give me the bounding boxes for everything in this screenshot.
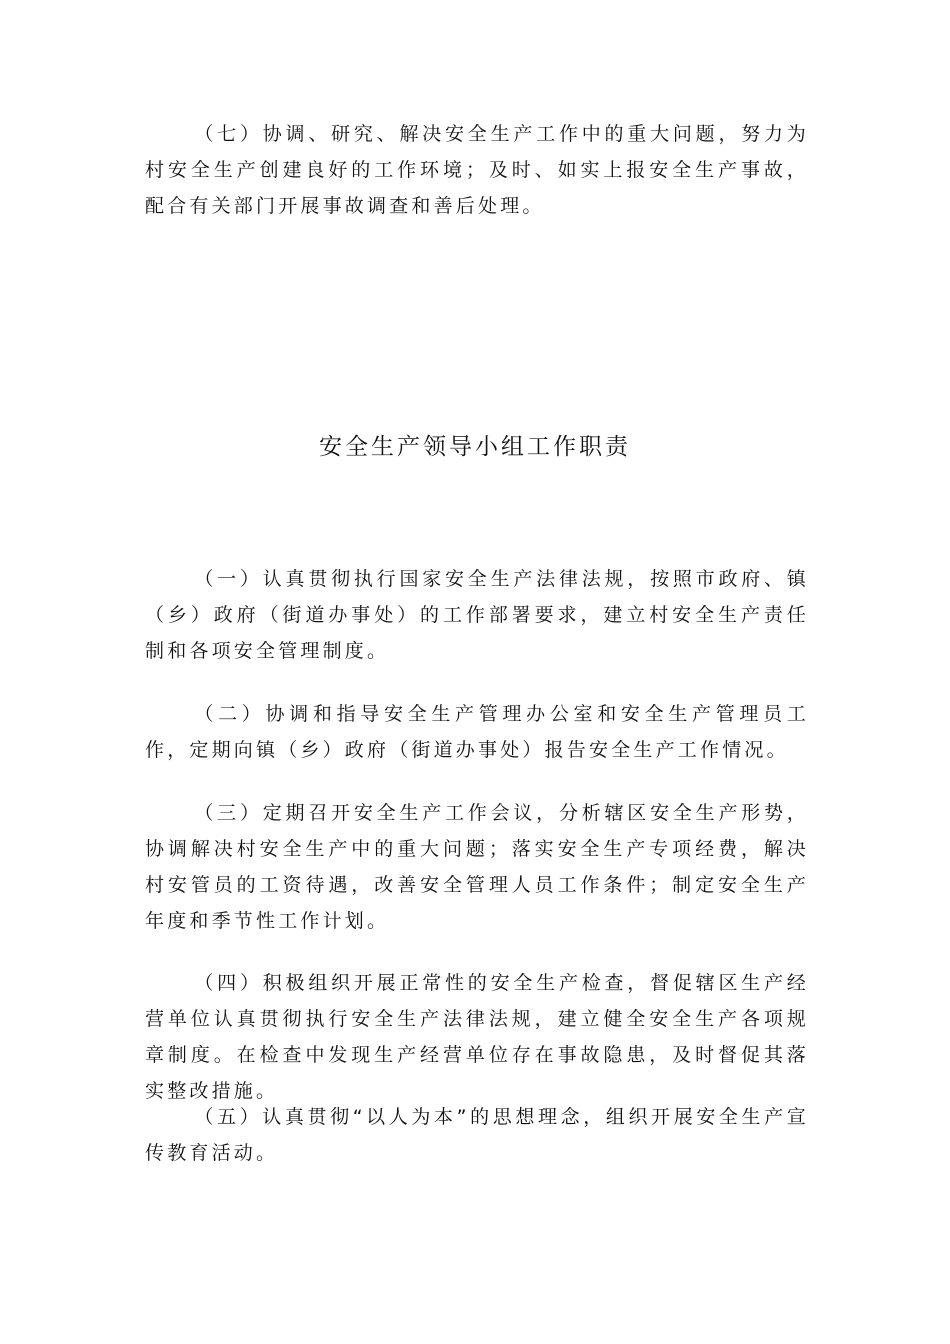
paragraph-one: （一）认真贯彻执行国家安全生产法律法规，按照市政府、镇（乡）政府（街道办事处）的工作部署要求，建立村安全生产责任制和各项安全管理制度。 — [145, 568, 809, 662]
paragraph-two: （二）协调和指导安全生产管理办公室和安全生产管理员工作，定期向镇（乡）政府（街道办事处）报告安全生产工作情况。 — [145, 703, 809, 761]
paragraph-seven: （七）协调、研究、解决安全生产工作中的重大问题，努力为村安全生产创建良好的工作环境；及时、如实上报安全生产事故，配合有关部门开展事故调查和善后处理。 — [145, 123, 809, 217]
page-title: 安全生产领导小组工作职责 — [319, 434, 631, 460]
paragraph-three: （三）定期召开安全生产工作会议，分析辖区安全生产形势，协调解决村安全生产中的重大问题；落实安全生产专项经费，解决村安管员的工资待遇，改善安全管理人员工作条件；制定安全生产年度和季节性工作计划。 — [145, 802, 809, 932]
paragraph-four: （四）积极组织开展正常性的安全生产检查，督促辖区生产经营单位认真贯彻执行安全生产法律法规，建立健全安全生产各项规章制度。在检查中发现生产经营单位存在事故隐患，及时督促其落实整改措施。 — [145, 972, 809, 1102]
paragraph-five: （五）认真贯彻“以人为本”的思想理念，组织开展安全生产宣传教育活动。 — [145, 1106, 809, 1164]
